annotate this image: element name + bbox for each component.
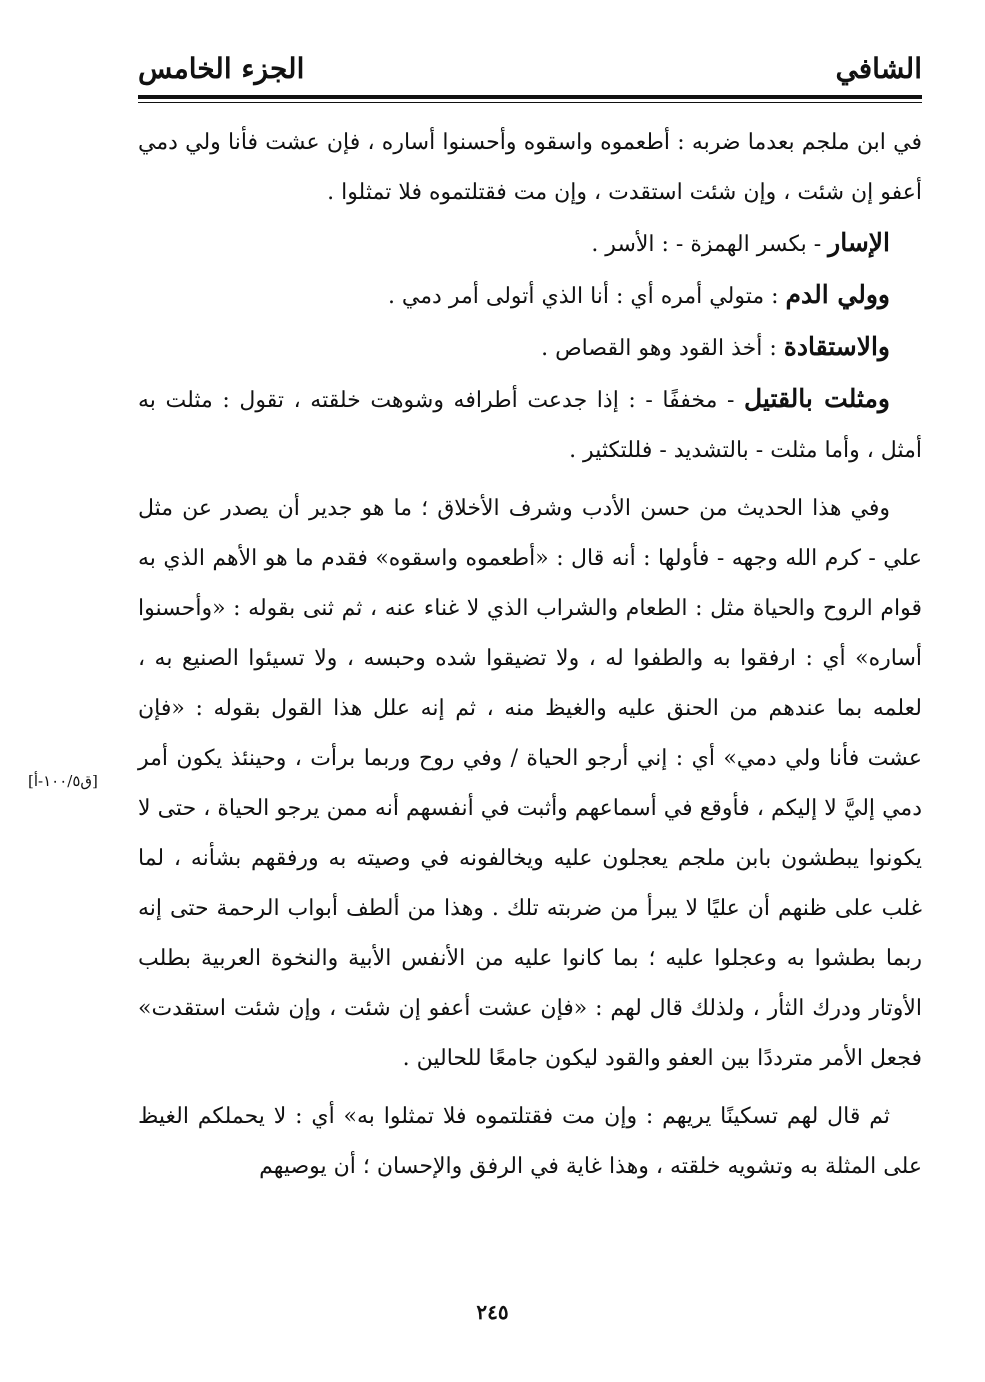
definition-text: - مخففًا - : إذا جدعت أطرافه وشوهت خلقته ، تقول : مثلت به أمثل ، وأما مثلت - بالتشديد - فللتكثير . (138, 388, 922, 463)
definition-text: - بكسر الهمزة - : الأسر . (591, 232, 829, 257)
definition-muthla (138, 374, 922, 476)
definition-istiqada (138, 322, 922, 374)
page-number: ٢٤٥ (476, 1300, 509, 1324)
definition-isar (138, 218, 922, 270)
book-title: الشافي (835, 52, 922, 85)
volume-title: الجزء الخامس (138, 52, 305, 85)
main-text (138, 118, 922, 1192)
definition-wali-al-dam (138, 270, 922, 322)
definition-text: : أخذ القود وهو القصاص . (541, 336, 784, 361)
definition-term: الإسار (828, 228, 890, 257)
running-header (138, 52, 922, 92)
header-rule-thin (138, 102, 922, 103)
paragraph-opening: في ابن ملجم بعدما ضربه : أطعموه واسقوه وأحسنوا أساره ، فإن عشت فأنا ولي دمي أعفو إن شئت ، وإن شئت استقدت ، وإن مت فقتلتموه فلا تمثلوا . (138, 130, 922, 205)
header-rule-thick (138, 95, 922, 99)
definition-text: : متولي أمره أي : أنا الذي أتولى أمر دمي . (387, 284, 786, 309)
manuscript-folio-marker: [ق١٠٠/٥-أ] (28, 772, 98, 790)
paragraph-closing: ثم قال لهم تسكينًا يريهم : وإن مت فقتلتموه فلا تمثلوا به» أي : لا يحملكم الغيظ على المثلة به وتشويه خلقته ، وهذا غاية في الرفق والإحسان ؛ أن يوصيهم (138, 1104, 922, 1179)
definition-term: والاستقادة (783, 332, 890, 361)
definition-term: وولي الدم (785, 280, 890, 309)
paragraph-commentary: وفي هذا الحديث من حسن الأدب وشرف الأخلاق ؛ ما هو جدير أن يصدر عن مثل علي - كرم الله وجهه - فأولها : أنه قال : «أطعموه واسقوه» فقدم ما هو الأهم الذي به قوام الروح والحياة مثل : الطعام والشراب الذي لا غناء عنه ، ثم ثنى بقوله : «وأحسنوا أساره» أي : ارفقوا به والطفوا له ، ولا تضيقوا شده وحبسه ، ولا تسيئوا الصنيع به ، لعلمه بما عندهم من الحنق عليه والغيظ منه ، ثم إنه علل هذا القول بقوله : «فإن عشت فأنا ولي دمي» أي : إني أرجو الحياة / وفي روح وربما برأت ، وحينئذ يكون أمر دمي إليَّ لا إليكم ، فأوقع في أسماعهم وأثبت في أنفسهم أنه ممن يرجو الحياة ، حتى لا يكونوا يبطشون بابن ملجم يعجلون عليه ويخالفونه في وصيته به ورفقهم بشأنه ، لما غلب على ظنهم أن عليًا لا يبرأ من ضربته تلك . وهذا من ألطف أبواب الرحمة حتى إنه ربما بطشوا به وعجلوا عليه ؛ بما كانوا عليه من الأنفس الأبية والنخوة العربية بطلب الأوتار ودرك الثأر ، ولذلك قال لهم : «فإن عشت أعفو إن شئت ، وإن شئت استقدت» فجعل الأمر مترددًا بين العفو والقود ليكون جامعًا للحالين . (138, 496, 923, 1071)
definition-term: ومثلت بالقتيل (743, 384, 890, 413)
